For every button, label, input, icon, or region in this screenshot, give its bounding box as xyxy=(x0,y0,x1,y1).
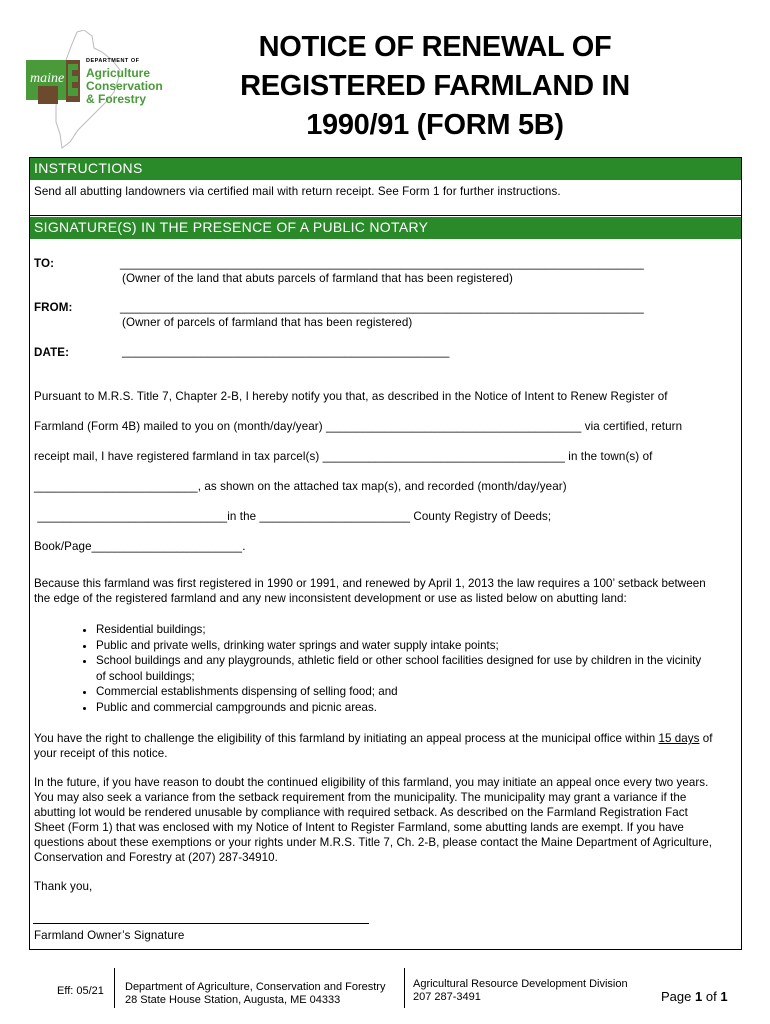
notice-line-5[interactable]: _____________________________in the _______________________ County Registry of Deeds; xyxy=(34,510,552,523)
thank-you: Thank you, xyxy=(34,880,93,893)
from-field[interactable]: ________________________________________________________________________________ xyxy=(120,301,644,314)
page-of: of xyxy=(705,989,717,1004)
footer-divider-2 xyxy=(404,968,405,1008)
list-item: • Residential buildings; xyxy=(96,622,711,638)
signature-line[interactable] xyxy=(33,923,369,924)
notice-line-3[interactable]: receipt mail, I have registered farmland in tax parcel(s) _____________________________________ in the town(s) of xyxy=(34,450,653,463)
list-item: • School buildings and any playgrounds, athletic field or other school facilities designed for use by children in the vicinity of school buildings; xyxy=(96,653,711,684)
title-line2: REGISTERED FARMLAND IN xyxy=(240,70,630,102)
restricted-uses-list xyxy=(60,622,711,715)
footer-dept-line1: Department of Agriculture, Conservation and Forestry xyxy=(125,981,386,993)
from-hint: (Owner of parcels of farmland that has been registered) xyxy=(122,316,413,329)
page-title xyxy=(195,28,675,145)
page-number xyxy=(661,990,728,1003)
notice-line-2[interactable]: Farmland (Form 4B) mailed to you on (month/day/year) _______________________________________ via certified, return xyxy=(34,420,683,433)
notice-line-6[interactable]: Book/Page_______________________. xyxy=(34,540,246,553)
footer-divider-1 xyxy=(114,968,115,1008)
from-label: FROM: xyxy=(34,301,73,314)
signature-heading: SIGNATURE(S) IN THE PRESENCE OF A PUBLIC NOTARY xyxy=(30,217,741,239)
footer-div-line1: Agricultural Resource Development Division xyxy=(413,978,628,990)
instructions-heading: INSTRUCTIONS xyxy=(30,158,741,180)
logo-line2: Conservation xyxy=(86,79,163,93)
instructions-divider xyxy=(29,215,742,216)
page-current: 1 xyxy=(695,989,703,1004)
notice-line-4[interactable]: _________________________, as shown on the attached tax map(s), and recorded (month/day/year) xyxy=(34,480,567,493)
list-item: • Commercial establishments dispensing of selling food; and xyxy=(96,684,711,700)
list-item: • Public and commercial campgrounds and picnic areas. xyxy=(96,700,711,716)
date-field[interactable]: __________________________________________________ xyxy=(122,345,450,358)
date-label: DATE: xyxy=(34,346,70,359)
to-hint: (Owner of the land that abuts parcels of farmland that has been registered) xyxy=(122,272,513,285)
to-label: TO: xyxy=(34,257,55,270)
title-line1: NOTICE OF RENEWAL OF xyxy=(258,31,612,63)
appeal-text-pre: You have the right to challenge the eligibility of this farmland by initiating an appeal process at the municipal office within xyxy=(34,732,659,745)
notice-line-1: Pursuant to M.R.S. Title 7, Chapter 2-B, I hereby notify you that, as described in the Notice of Intent to Renew Register of xyxy=(34,390,668,403)
footer-division xyxy=(413,978,628,1004)
svg-text:maine: maine xyxy=(30,71,65,86)
appeal-paragraph xyxy=(34,731,720,761)
page-total: 1 xyxy=(720,989,728,1004)
to-field[interactable]: ________________________________________________________________________________ xyxy=(120,257,644,270)
signature-label: Farmland Owner’s Signature xyxy=(34,929,185,942)
title-line3: 1990/91 (FORM 5B) xyxy=(306,109,564,141)
appeal-text-post: of your receipt of this notice. xyxy=(34,732,713,760)
footer-dept xyxy=(125,981,385,1007)
form-bottom-line xyxy=(29,949,742,950)
logo-dept-of: DEPARTMENT OF xyxy=(86,58,140,64)
setback-paragraph: Because this farmland was first registered in 1990 or 1991, and renewed by April 1, 2013 the law requires a 100’ setback between the edge of the registered farmland and any new inconsistent development or use as listed below on abutting land: xyxy=(34,577,706,605)
instructions-text: Send all abutting landowners via certified mail with return receipt. See Form 1 for further instructions. xyxy=(34,185,561,198)
footer-dept-line2: 28 State House Station, Augusta, ME 04333 xyxy=(125,994,341,1006)
page-word: Page xyxy=(661,989,692,1004)
appeal-days: 15 days xyxy=(658,732,700,745)
list-item: • Public and private wells, drinking water springs and water supply intake points; xyxy=(96,638,711,654)
logo-line1: Agriculture xyxy=(86,66,151,80)
maine-dacf-logo xyxy=(22,30,172,150)
logo-line3: & Forestry xyxy=(86,92,147,106)
footer-effective-date: Eff: 05/21 xyxy=(57,985,104,997)
footer-div-line2: 207 287-3491 xyxy=(413,991,481,1003)
future-paragraph: In the future, if you have reason to doubt the continued eligibility of this farmland, you may initiate an appeal once every two years. You may also seek a variance from the setback requirement from the municipality. The municipality may grant a variance if the abutting lot would be rendered unusable by compliance with required setback. As described on the Farmland Registration Fact Sheet (Form 1) that was enclosed with my Notice of Intent to Register Farmland, some abutting lands are exempt. If you have questions about these exemptions or your rights under M.R.S. Title 7, Ch. 2-B, please contact the Maine Department of Agriculture, Conservation and Forestry at (207) 287-34910. xyxy=(34,776,712,864)
